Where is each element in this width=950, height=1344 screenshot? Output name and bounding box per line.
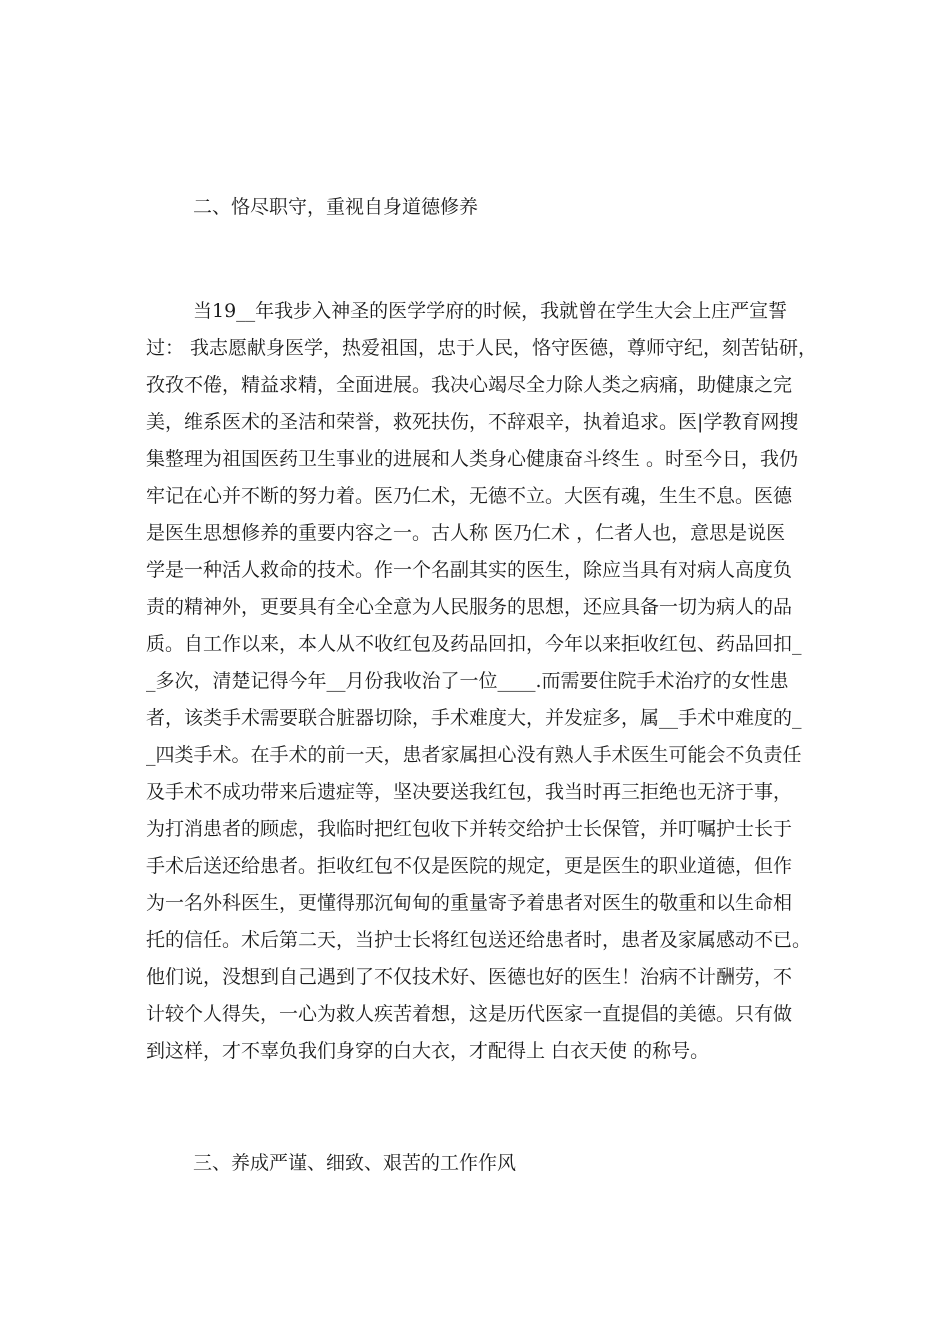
paragraph-line: 牢记在心并不断的努力着。医乃仁术，无德不立。大医有魂，生生不息。医德 <box>146 485 793 507</box>
paragraph-line: 到这样，才不辜负我们身穿的白大衣，才配得上 白衣天使 的称号。 <box>146 1040 710 1062</box>
paragraph-line: 为一名外科医生，更懂得那沉甸甸的重量寄予着患者对医生的敬重和以生命相 <box>146 892 793 914</box>
paragraph-line: 当19__年我步入神圣的医学学府的时候，我就曾在学生大会上庄严宣誓 <box>193 300 788 322</box>
paragraph-line: 及手术不成功带来后遗症等，坚决要送我红包，我当时再三拒绝也无济于事， <box>146 781 793 803</box>
paragraph-line: 责的精神外，更要具有全心全意为人民服务的思想，还应具备一切为病人的品 <box>146 596 793 618</box>
paragraph-line: 是医生思想修养的重要内容之一。古人称 医乃仁术 ，仁者人也，意思是说医 <box>146 522 786 544</box>
paragraph-line: 孜孜不倦，精益求精，全面进展。我决心竭尽全力除人类之病痛，助健康之完 <box>146 374 793 396</box>
paragraph-line: 他们说，没想到自己遇到了不仅技术好、医德也好的医生！治病不计酬劳，不 <box>146 966 793 988</box>
section-2-heading: 二、恪尽职守，重视自身道德修养 <box>193 196 479 218</box>
section-3-heading: 三、养成严谨、细致、艰苦的工作作风 <box>193 1152 517 1174</box>
paragraph-line: 托的信任。术后第二天，当护士长将红包送还给患者时，患者及家属感动不已。 <box>146 929 812 951</box>
paragraph-line: 计较个人得失，一心为救人疾苦着想，这是历代医家一直提倡的美德。只有做 <box>146 1003 793 1025</box>
paragraph-line: 过： 我志愿献身医学，热爱祖国，忠于人民，恪守医德，尊师守纪，刻苦钻研， <box>146 337 818 359</box>
paragraph-line: 美，维系医术的圣洁和荣誉，救死扶伤，不辞艰辛，执着追求。医|学教育网搜 <box>146 411 799 433</box>
paragraph-line: _四类手术。在手术的前一天，患者家属担心没有熟人手术医生可能会不负责任 <box>146 744 802 766</box>
paragraph-line: 学是一种活人救命的技术。作一个名副其实的医生，除应当具有对病人高度负 <box>146 559 793 581</box>
paragraph-line: _多次，清楚记得今年__月份我收治了一位____.而需要住院手术治疗的女性患 <box>146 670 789 692</box>
paragraph-line: 质。自工作以来，本人从不收红包及药品回扣，今年以来拒收红包、药品回扣_ <box>146 633 802 655</box>
paragraph-line: 集整理为祖国医药卫生事业的进展和人类身心健康奋斗终生 。时至今日，我仍 <box>146 448 799 470</box>
paragraph-line: 为打消患者的顾虑，我临时把红包收下并转交给护士长保管，并叮嘱护士长于 <box>146 818 793 840</box>
paragraph-line: 者，该类手术需要联合脏器切除，手术难度大，并发症多，属__手术中难度的_ <box>146 707 802 729</box>
paragraph-line: 手术后送还给患者。拒收红包不仅是医院的规定，更是医生的职业道德，但作 <box>146 855 793 877</box>
